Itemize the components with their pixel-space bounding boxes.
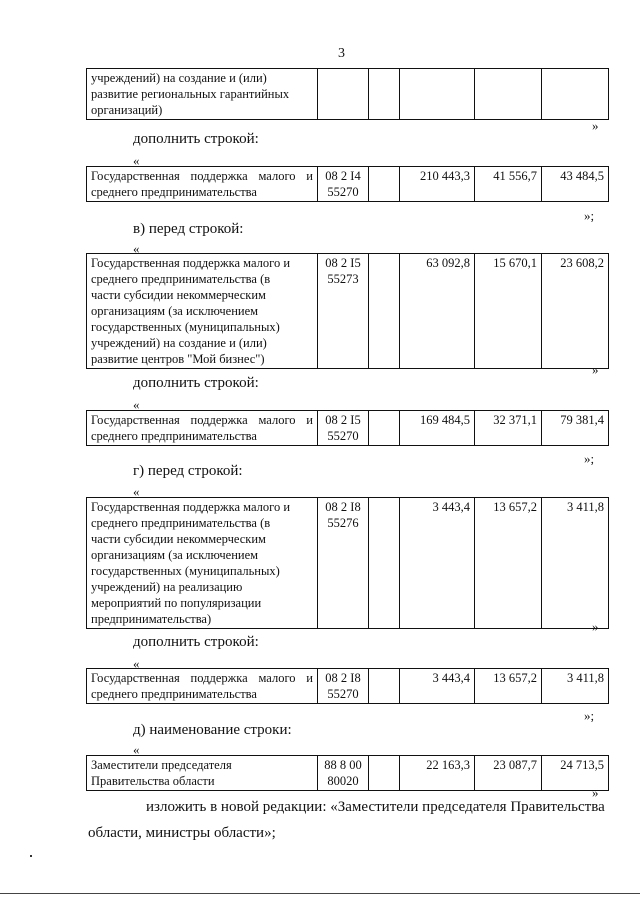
table-row-block xyxy=(86,253,609,369)
value-cell: 169 484,5 xyxy=(400,411,475,446)
opening-quote: « xyxy=(133,484,140,499)
code-line: 55273 xyxy=(327,272,359,286)
row-name-line: предпринимательства) xyxy=(91,612,212,626)
row-name-line: части субсидии некоммерческим xyxy=(91,288,266,302)
table-row xyxy=(87,756,609,791)
value-cell: 79 381,4 xyxy=(542,411,609,446)
value-cell: 23 087,7 xyxy=(475,756,542,791)
code-cell xyxy=(318,254,369,369)
row-name-line: Государственная поддержка малого и xyxy=(91,256,291,270)
closing-quote: » xyxy=(592,362,599,377)
code-line: 08 2 I4 xyxy=(325,169,361,183)
opening-quote: « xyxy=(133,656,140,671)
row-name-line: организаций) xyxy=(91,103,163,117)
code-line: 08 2 I5 xyxy=(325,256,361,270)
row-name-line: организациям (за исключением xyxy=(91,548,259,562)
empty-cell xyxy=(369,254,400,369)
closing-quote: » xyxy=(592,785,599,800)
row-name-line: развитие региональных гарантийных xyxy=(91,87,290,101)
value-cell: 3 443,4 xyxy=(400,498,475,629)
value-cell: 210 443,3 xyxy=(400,167,475,202)
instruction-heading: дополнить строкой: xyxy=(133,375,259,391)
value-cell: 23 608,2 xyxy=(542,254,609,369)
code-line: 08 2 I8 xyxy=(325,500,361,514)
row-name-line: Правительства области xyxy=(91,774,215,788)
empty-cell xyxy=(369,69,400,120)
table-row-block xyxy=(86,755,609,791)
row-name-cell xyxy=(87,498,318,629)
empty-cell xyxy=(369,669,400,704)
row-name-line: Государственная поддержка малого и xyxy=(91,169,313,183)
row-name-line: учреждений) на создание и (или) xyxy=(91,336,267,350)
row-name-line: среднего предпринимательства xyxy=(91,185,257,199)
row-name-line: развитие центров "Мой бизнес") xyxy=(91,352,265,366)
value-cell: 13 657,2 xyxy=(475,669,542,704)
code-line: 80020 xyxy=(327,774,359,788)
page-number: 3 xyxy=(338,46,345,61)
final-instruction-line: области, министры области»; xyxy=(88,825,276,841)
row-name-line: Заместители председателя xyxy=(91,758,232,772)
row-name-line: среднего предпринимательства (в xyxy=(91,516,271,530)
value-cell xyxy=(400,69,475,120)
code-cell xyxy=(318,498,369,629)
code-cell xyxy=(318,69,369,120)
code-line: 88 8 00 xyxy=(324,758,362,772)
empty-cell xyxy=(369,756,400,791)
row-name-cell xyxy=(87,669,318,704)
closing-quote: »; xyxy=(584,451,595,466)
value-cell: 41 556,7 xyxy=(475,167,542,202)
code-line: 08 2 I8 xyxy=(325,671,361,685)
code-cell xyxy=(318,411,369,446)
code-line: 55270 xyxy=(327,185,359,199)
empty-cell xyxy=(369,411,400,446)
table-row xyxy=(87,69,609,120)
row-name-line: организациям (за исключением xyxy=(91,304,259,318)
empty-cell xyxy=(369,167,400,202)
opening-quote: « xyxy=(133,241,140,256)
code-cell xyxy=(318,669,369,704)
value-cell: 22 163,3 xyxy=(400,756,475,791)
value-cell: 32 371,1 xyxy=(475,411,542,446)
page-bottom-edge xyxy=(0,893,640,894)
instruction-heading: дополнить строкой: xyxy=(133,634,259,650)
row-name-line: учреждений) на реализацию xyxy=(91,580,243,594)
row-name-line: мероприятий по популяризации xyxy=(91,596,262,610)
empty-cell xyxy=(369,498,400,629)
row-name-cell xyxy=(87,167,318,202)
code-line: 55270 xyxy=(327,687,359,701)
row-name-line: Государственная поддержка малого и xyxy=(91,500,291,514)
value-cell xyxy=(542,69,609,120)
row-name-cell xyxy=(87,411,318,446)
table-row xyxy=(87,254,609,369)
table-continued-row xyxy=(86,68,609,120)
row-name-line: государственных (муниципальных) xyxy=(91,564,280,578)
table-row-block xyxy=(86,497,609,629)
table-row-block xyxy=(86,410,609,446)
scan-speck xyxy=(30,855,32,857)
value-cell: 3 411,8 xyxy=(542,498,609,629)
value-cell: 24 713,5 xyxy=(542,756,609,791)
value-cell: 3 411,8 xyxy=(542,669,609,704)
row-name-line: Государственная поддержка малого и xyxy=(91,671,313,685)
opening-quote: « xyxy=(133,397,140,412)
value-cell: 63 092,8 xyxy=(400,254,475,369)
code-line: 08 2 I5 xyxy=(325,413,361,427)
row-name-line: среднего предпринимательства xyxy=(91,687,257,701)
value-cell: 43 484,5 xyxy=(542,167,609,202)
row-name-cell xyxy=(87,756,318,791)
closing-quote: »; xyxy=(584,208,595,223)
final-instruction-line: изложить в новой редакции: «Заместители председателя Правительства xyxy=(146,799,605,815)
row-name-cell xyxy=(87,69,318,120)
table-row xyxy=(87,498,609,629)
instruction-heading: д) наименование строки: xyxy=(133,722,292,738)
row-name-line: Государственная поддержка малого и xyxy=(91,413,313,427)
instruction-heading: г) перед строкой: xyxy=(133,463,243,479)
row-name-cell xyxy=(87,254,318,369)
instruction-heading: в) перед строкой: xyxy=(133,221,244,237)
row-name-line: среднего предпринимательства xyxy=(91,429,257,443)
value-cell: 15 670,1 xyxy=(475,254,542,369)
value-cell: 13 657,2 xyxy=(475,498,542,629)
table-row xyxy=(87,411,609,446)
row-name-line: государственных (муниципальных) xyxy=(91,320,280,334)
instruction-heading: дополнить строкой: xyxy=(133,131,259,147)
opening-quote: « xyxy=(133,742,140,757)
closing-quote: » xyxy=(592,619,599,634)
code-cell xyxy=(318,167,369,202)
table-row xyxy=(87,669,609,704)
code-cell xyxy=(318,756,369,791)
row-name-line: учреждений) на создание и (или) xyxy=(91,71,267,85)
opening-quote: « xyxy=(133,153,140,168)
value-cell: 3 443,4 xyxy=(400,669,475,704)
value-cell xyxy=(475,69,542,120)
code-line: 55270 xyxy=(327,429,359,443)
row-name-line: среднего предпринимательства (в xyxy=(91,272,271,286)
table-row-block xyxy=(86,668,609,704)
closing-quote: »; xyxy=(584,708,595,723)
code-line: 55276 xyxy=(327,516,359,530)
closing-quote: » xyxy=(592,118,599,133)
table-row-block xyxy=(86,166,609,202)
row-name-line: части субсидии некоммерческим xyxy=(91,532,266,546)
table-row xyxy=(87,167,609,202)
